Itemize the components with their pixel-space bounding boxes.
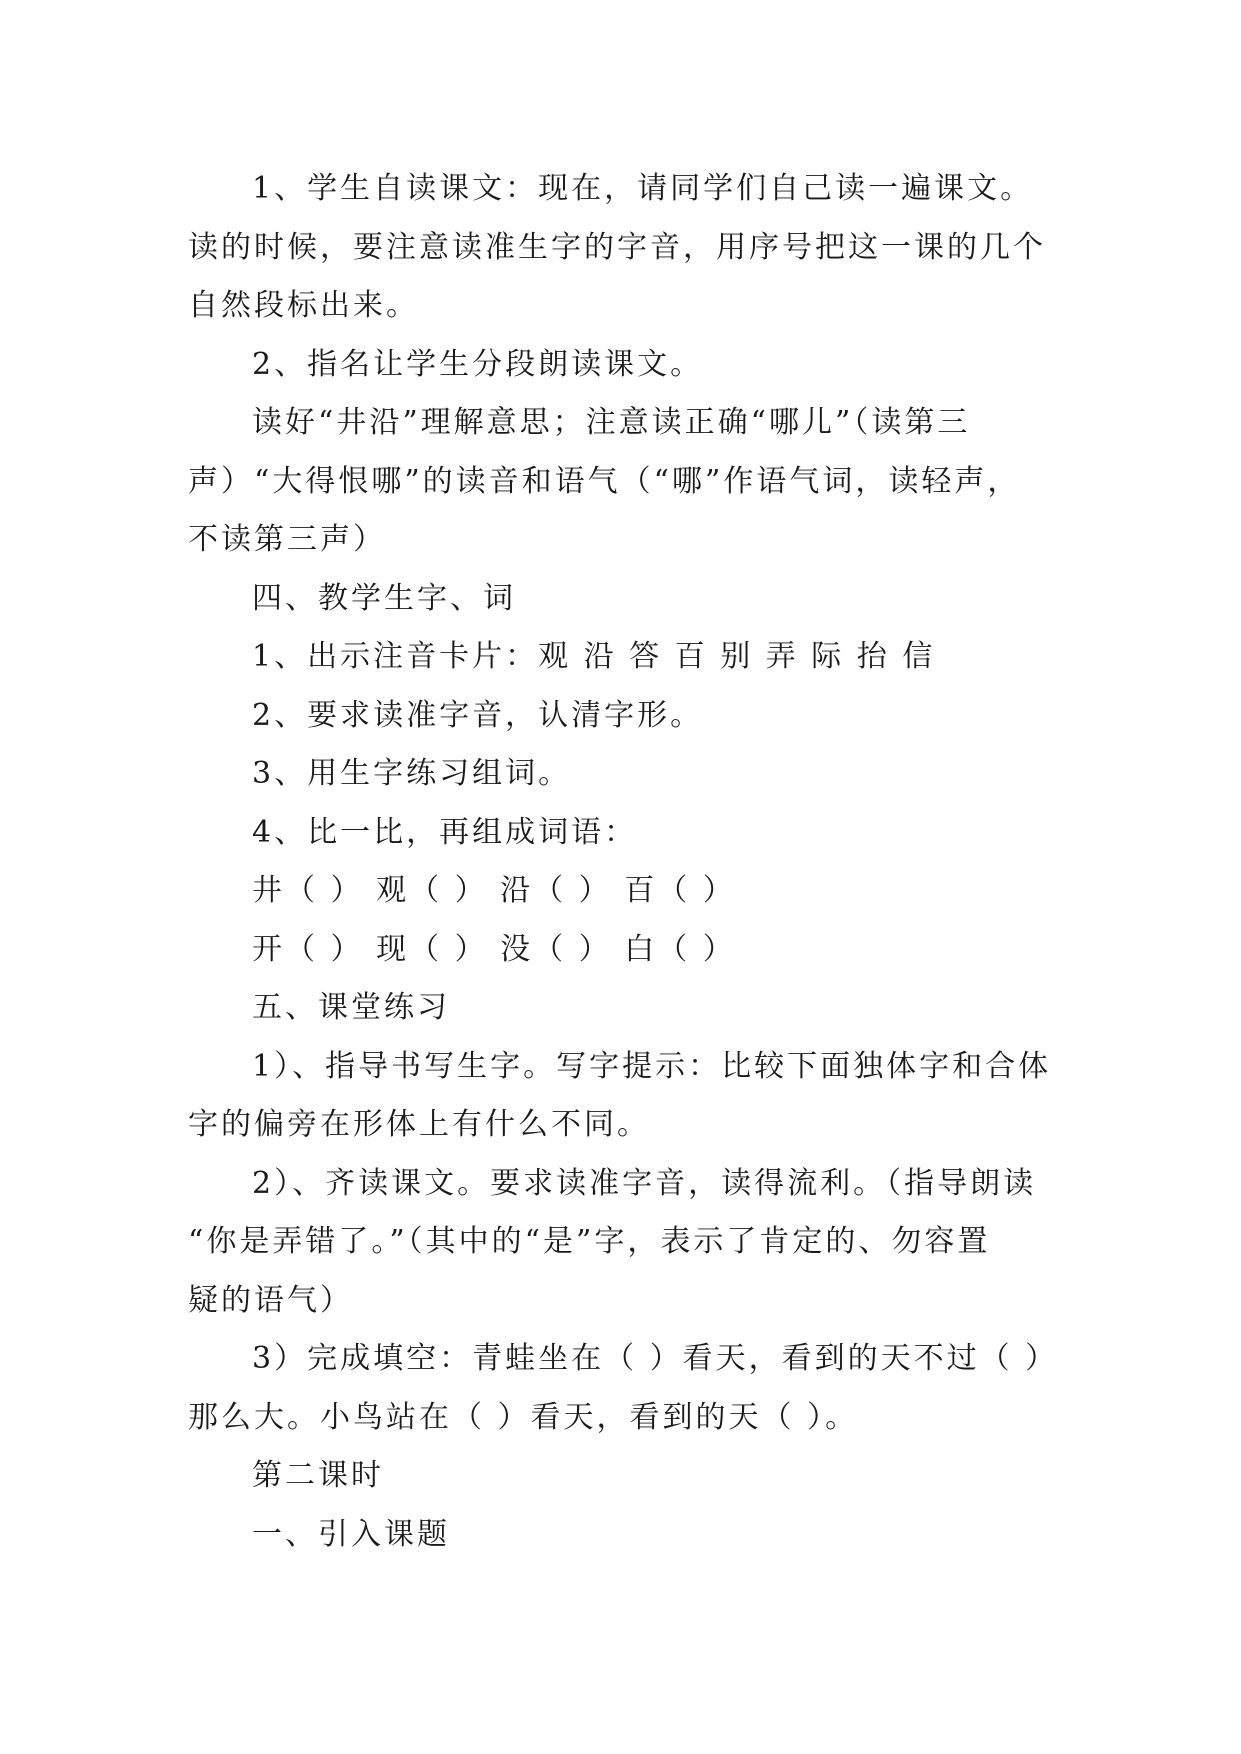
text-line: 四、教学生字、词 [252,580,516,616]
text-line: 不读第三声） [188,522,386,557]
text-line: 4、比一比，再组成词语： [252,814,638,850]
document-body [188,160,1058,1564]
text-line: 声）“大得恨哪”的读音和语气（“哪”作语气词，读轻声， [188,463,1021,499]
text-line: 自然段标出来。 [188,288,419,323]
text-line: 1、出示注音卡片：观 沿 答 百 别 弄 际 抬 信 [252,639,936,674]
text-line: 井（ ） 观（ ） 沿（ ） 百（ ） [252,873,736,908]
text-line: 2、要求读准字音，认清字形。 [252,697,704,733]
text-line: 开（ ） 现（ ） 没（ ） 白（ ） [252,931,736,967]
text-line: 字的偏旁在形体上有什么不同。 [188,1107,650,1142]
text-line: 1）、指导书写生字。写字提示：比较下面独体字和合体 [252,1048,1052,1084]
text-line: 3）完成填空：青蛙坐在（ ）看天，看到的天不过（ ） [252,1341,1059,1376]
text-line: “你是弄错了。”（其中的“是”字，表示了肯定的、勿容置 [188,1224,991,1259]
text-line: 3、用生字练习组词。 [252,756,572,791]
text-line: 读好“井沿”理解意思；注意读正确“哪儿”（读第三 [252,405,971,440]
text-line: 读的时候，要注意读准生字的字音，用序号把这一课的几个 [188,229,1046,265]
text-line: 第二课时 [252,1458,384,1493]
text-line: 那么大。小鸟站在（ ）看天，看到的天（ ）。 [188,1399,859,1435]
text-line: 疑的语气） [188,1282,353,1318]
text-line: 2、指名让学生分段朗读课文。 [252,346,704,382]
text-line: 1、学生自读课文：现在，请同学们自己读一遍课文。 [252,171,1034,206]
text-line: 五、课堂练习 [252,990,450,1025]
text-line: 一、引入课题 [252,1516,450,1552]
text-line: 2）、齐读课文。要求读准字音，读得流利。（指导朗读 [252,1165,1037,1201]
